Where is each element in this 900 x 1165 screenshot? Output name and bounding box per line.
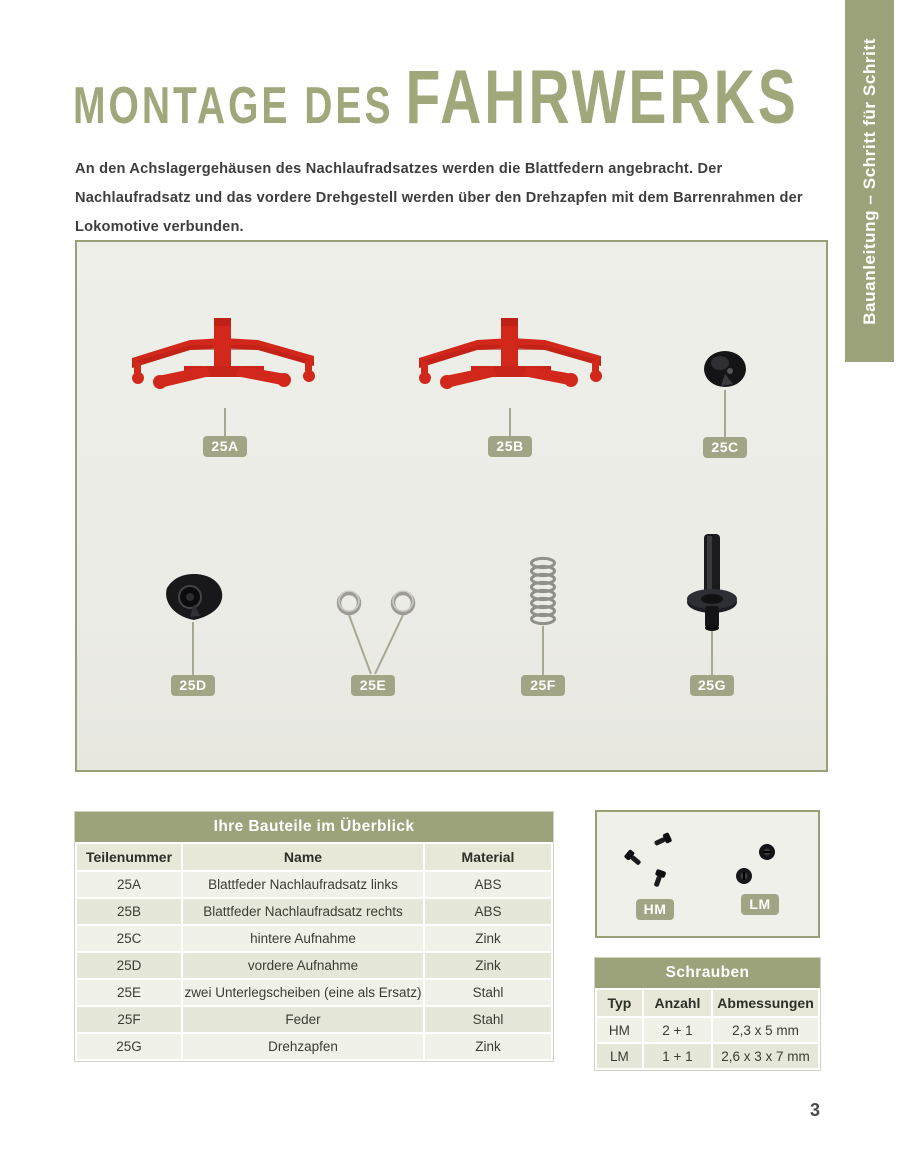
col-name: Name bbox=[183, 844, 423, 870]
parts-table-title: Ihre Bauteile im Überblick bbox=[75, 812, 553, 842]
cell-name: Drehzapfen bbox=[183, 1034, 423, 1059]
page-title bbox=[73, 55, 799, 140]
col-anzahl: Anzahl bbox=[644, 990, 711, 1016]
screws-photo-image bbox=[597, 812, 818, 936]
part-25g-image bbox=[687, 534, 737, 631]
part-25f-image bbox=[532, 558, 555, 623]
cell-teilenummer: 25B bbox=[77, 899, 181, 924]
cell-name: vordere Aufnahme bbox=[183, 953, 423, 978]
table-row bbox=[77, 1007, 551, 1032]
part-25d-image bbox=[166, 574, 222, 620]
part-label-25g: 25G bbox=[690, 675, 734, 696]
cell-teilenummer: 25A bbox=[77, 872, 181, 897]
part-label-25d: 25D bbox=[171, 675, 215, 696]
part-25e-image bbox=[339, 591, 413, 613]
cell-material: ABS bbox=[425, 899, 551, 924]
part-label-25b: 25B bbox=[488, 436, 532, 457]
col-abmessungen: Abmessungen bbox=[713, 990, 818, 1016]
chapter-tab-label: Bauanleitung – Schritt für Schritt bbox=[859, 37, 879, 325]
cell-material: Zink bbox=[425, 926, 551, 951]
cell-anzahl: 2 + 1 bbox=[644, 1018, 711, 1042]
col-teilenummer: Teilenummer bbox=[77, 844, 181, 870]
page-number: 3 bbox=[809, 1100, 820, 1120]
cell-typ: LM bbox=[597, 1044, 642, 1068]
table-row bbox=[77, 926, 551, 951]
table-row bbox=[77, 872, 551, 897]
part-label-25c: 25C bbox=[703, 437, 747, 458]
cell-typ: HM bbox=[597, 1018, 642, 1042]
screws-table-grid bbox=[595, 988, 820, 1070]
cell-material: Zink bbox=[425, 953, 551, 978]
cell-teilenummer: 25E bbox=[77, 980, 181, 1005]
screw-label-hm: HM bbox=[636, 899, 674, 920]
page-title-small: MONTAGE DES bbox=[73, 77, 394, 135]
cell-material: Stahl bbox=[425, 1007, 551, 1032]
cell-teilenummer: 25C bbox=[77, 926, 181, 951]
screws-photo bbox=[595, 810, 820, 938]
table-row bbox=[77, 953, 551, 978]
col-material: Material bbox=[425, 844, 551, 870]
lm-screws-image bbox=[736, 844, 775, 884]
cell-name: zwei Unterlegscheiben (eine als Ersatz) bbox=[183, 980, 423, 1005]
part-label-25f: 25F bbox=[521, 675, 565, 696]
label-connector-lines bbox=[193, 390, 725, 676]
part-25a-image bbox=[132, 318, 315, 389]
screws-table bbox=[595, 958, 820, 1070]
page-title-large: FAHRWERKS bbox=[405, 55, 799, 140]
table-row bbox=[77, 980, 551, 1005]
table-row bbox=[597, 1044, 818, 1068]
part-25c-image bbox=[704, 351, 746, 387]
col-typ: Typ bbox=[597, 990, 642, 1016]
table-row bbox=[597, 1018, 818, 1042]
intro-text: An den Achslagergehäusen des Nachlaufradsatzes werden die Blattfedern angebracht. Der Nachlaufradsatz und das vordere Drehgestell werden über den Drehzapfen mit dem Barrenrahmen der Lokomotive verbunden. bbox=[75, 161, 803, 235]
cell-name: Blattfeder Nachlaufradsatz links bbox=[183, 872, 423, 897]
part-25b-image bbox=[419, 318, 602, 389]
parts-table-grid bbox=[75, 842, 553, 1061]
parts-photo bbox=[75, 240, 828, 772]
cell-material: ABS bbox=[425, 872, 551, 897]
parts-table-header-row bbox=[77, 844, 551, 870]
screw-label-lm: LM bbox=[741, 894, 779, 915]
cell-abmessungen: 2,6 x 3 x 7 mm bbox=[713, 1044, 818, 1068]
cell-teilenummer: 25D bbox=[77, 953, 181, 978]
part-label-25a: 25A bbox=[203, 436, 247, 457]
table-row bbox=[77, 899, 551, 924]
cell-name: hintere Aufnahme bbox=[183, 926, 423, 951]
table-row bbox=[77, 1034, 551, 1059]
cell-name: Feder bbox=[183, 1007, 423, 1032]
cell-anzahl: 1 + 1 bbox=[644, 1044, 711, 1068]
chapter-tab bbox=[845, 0, 894, 362]
cell-material: Zink bbox=[425, 1034, 551, 1059]
cell-teilenummer: 25F bbox=[77, 1007, 181, 1032]
screws-table-header-row bbox=[597, 990, 818, 1016]
part-label-25e: 25E bbox=[351, 675, 395, 696]
hm-screws-image bbox=[624, 832, 673, 888]
cell-material: Stahl bbox=[425, 980, 551, 1005]
screws-table-title: Schrauben bbox=[595, 958, 820, 988]
cell-name: Blattfeder Nachlaufradsatz rechts bbox=[183, 899, 423, 924]
parts-table bbox=[75, 812, 553, 1061]
cell-teilenummer: 25G bbox=[77, 1034, 181, 1059]
cell-abmessungen: 2,3 x 5 mm bbox=[713, 1018, 818, 1042]
